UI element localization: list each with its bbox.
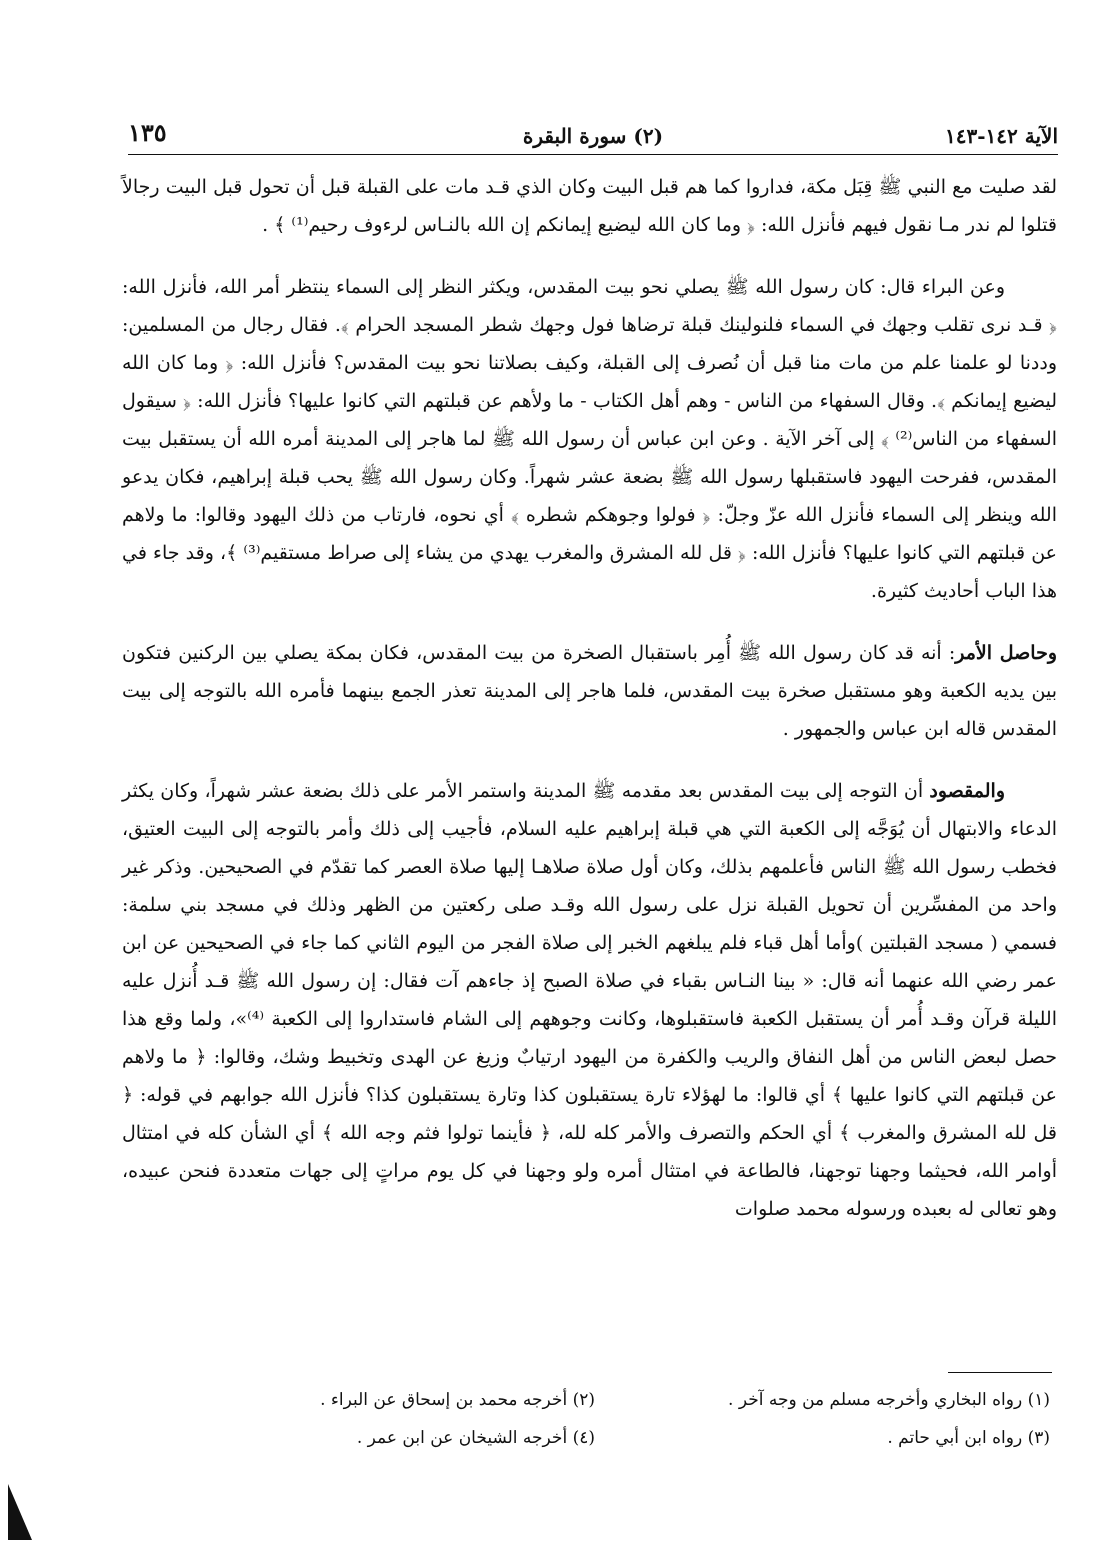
- main-text: [122, 168, 1057, 1228]
- footnote-3: (٣) رواه ابن أبي حاتم .: [887, 1428, 1050, 1448]
- bold-lead: والمقصود: [929, 780, 1005, 802]
- paragraph-4: والمقصود أن التوجه إلى بيت المقدس بعد مقدمه ﷺ المدينة واستمر الأمر على ذلك بضعة عشر شهراً، وكان يكثر الدعاء والابتهال أن يُوَجَّه إلى الكعبة التي هي قبلة إبراهيم عليه السلام، فأجيب إلى ذلك وأمر بالتوجه إلى البيت العتيق، فخطب رسول الله ﷺ الناس فأعلمهم بذلك، وكان أول صلاة صلاهـا إليها صلاة العصر كما تقدّم في الصحيحين. وذكر غير واحد من المفسِّرين أن تحويل القبلة نزل على رسول الله وقـد صلى ركعتين من الظهر وذلك في مسجد بني سلمة: فسمي ( مسجد القبلتين )وأما أهل قباء فلم يبلغهم الخبر إلى صلاة الفجر من اليوم الثاني كما جاء في الصحيحين عن ابن عمر رضي الله عنهما أنه قال: « بينا النـاس بقباء في صلاة الصبح إذ جاءهم آت فقال: إن رسول الله ﷺ قـد أُنزل عليه الليلة قرآن وقـد أُمر أن يستقبل الكعبة فاستقبلوها، وكانت وجوههم إلى الشام فاستداروا إلى الكعبة ⁽⁴⁾»، ولما وقع هذا حصل لبعض الناس من أهل النفاق والريب والكفرة من اليهود ارتيابٌ وزيغ عن الهدى وتخبيط وشك، وقالوا: ﴿ ما ولاهم عن قبلتهم التي كانوا عليها ﴾ أي قالوا: ما لهؤلاء تارة يستقبلون كذا وتارة يستقبلون كذا؟ فأنزل الله جوابهم في قوله: ﴿ قل لله المشرق والمغرب ﴾ أي الحكم والتصرف والأمر كله لله، ﴿ فأينما تولوا فثم وجه الله ﴾ أي الشأن كله في امتثال أوامر الله، فحيثما وجهنا توجهنا، فالطاعة في امتثال أمره ولو وجهنا في كل يوم مراتٍ إلى جهات متعددة فنحن عبيده، وهو تعالى له بعبده ورسوله محمد صلوات: [122, 780, 1058, 1220]
- bold-lead: وحاصل الأمر: [955, 642, 1057, 664]
- footnote-row: [140, 1428, 1050, 1466]
- footnotes: [140, 1390, 1050, 1466]
- footnote-4: (٤) أخرجه الشيخان عن ابن عمر .: [356, 1428, 595, 1448]
- footnote-1: (١) رواه البخاري وأخرجه مسلم من وجه آخر .: [728, 1390, 1050, 1410]
- footnote-row: [140, 1390, 1050, 1428]
- page-header: [128, 118, 1058, 158]
- corner-triangle-mark: [8, 1484, 32, 1540]
- page-number: ١٣٥: [128, 118, 167, 147]
- header-divider: [128, 154, 1058, 155]
- paragraph-1: لقد صليت مع النبي ﷺ قِبَل مكة، فداروا كما هم قبل البيت وكان الذي قـد مات على القبلة قبل أن تحول قبل البيت رجالاً قتلوا لم ندر مـا نقول فيهم فأنزل الله: ﴿ وما كان الله ليضيع إيمانكم إن الله بالنـاس لرءوف رحيم⁽¹⁾ ﴾ .: [122, 176, 1057, 236]
- paragraph-2: وعن البراء قال: كان رسول الله ﷺ يصلي نحو بيت المقدس، ويكثر النظر إلى السماء ينتظر أمر الله، فأنزل الله: ﴿ قـد نرى تقلب وجهك في السماء فلنولينك قبلة ترضاها فول وجهك شطر المسجد الحرام ﴾. فقال رجال من المسلمين: وددنا لو علمنا علم من مات منا قبل أن نُصرف إلى القبلة، وكيف بصلاتنا نحو بيت المقدس؟ فأنزل الله: ﴿ وما كان الله ليضيع إيمانكم ﴾. وقال السفهاء من الناس - وهم أهل الكتاب - ما ولأهم عن قبلتهم التي كانوا عليها؟ فأنزل الله: ﴿ سيقول السفهاء من الناس⁽²⁾ ﴾ إلى آخر الآية . وعن ابن عباس أن رسول الله ﷺ لما هاجر إلى المدينة أمره الله أن يستقبل بيت المقدس، ففرحت اليهود فاستقبلها رسول الله ﷺ بضعة عشر شهراً. وكان رسول الله ﷺ يحب قبلة إبراهيم، فكان يدعو الله وينظر إلى السماء فأنزل الله عزّ وجلّ: ﴿ فولوا وجوهكم شطره ﴾ أي نحوه، فارتاب من ذلك اليهود وقالوا: ما ولاهم عن قبلتهم التي كانوا عليها؟ فأنزل الله: ﴿ قل لله المشرق والمغرب يهدي من يشاء إلى صراط مستقيم⁽³⁾ ﴾، وقد جاء في هذا الباب أحاديث كثيرة.: [122, 276, 1058, 602]
- paragraph-3: وحاصل الأمر: أنه قد كان رسول الله ﷺ أُمِر باستقبال الصخرة من بيت المقدس، فكان بمكة يصلي بين الركنين فتكون بين يديه الكعبة وهو مستقبل صخرة بيت المقدس، فلما هاجر إلى المدينة تعذر الجمع بينهما فأمره الله بالتوجه إلى بيت المقدس قاله ابن عباس والجمهور .: [122, 642, 1057, 740]
- footnote-2: (٢) أخرجه محمد بن إسحاق عن البراء .: [320, 1390, 595, 1410]
- surah-title: (٢) سورة البقرة: [522, 124, 664, 148]
- footnote-divider: [948, 1372, 1052, 1373]
- verse-range: الآية ١٤٢-١٤٣: [945, 124, 1058, 148]
